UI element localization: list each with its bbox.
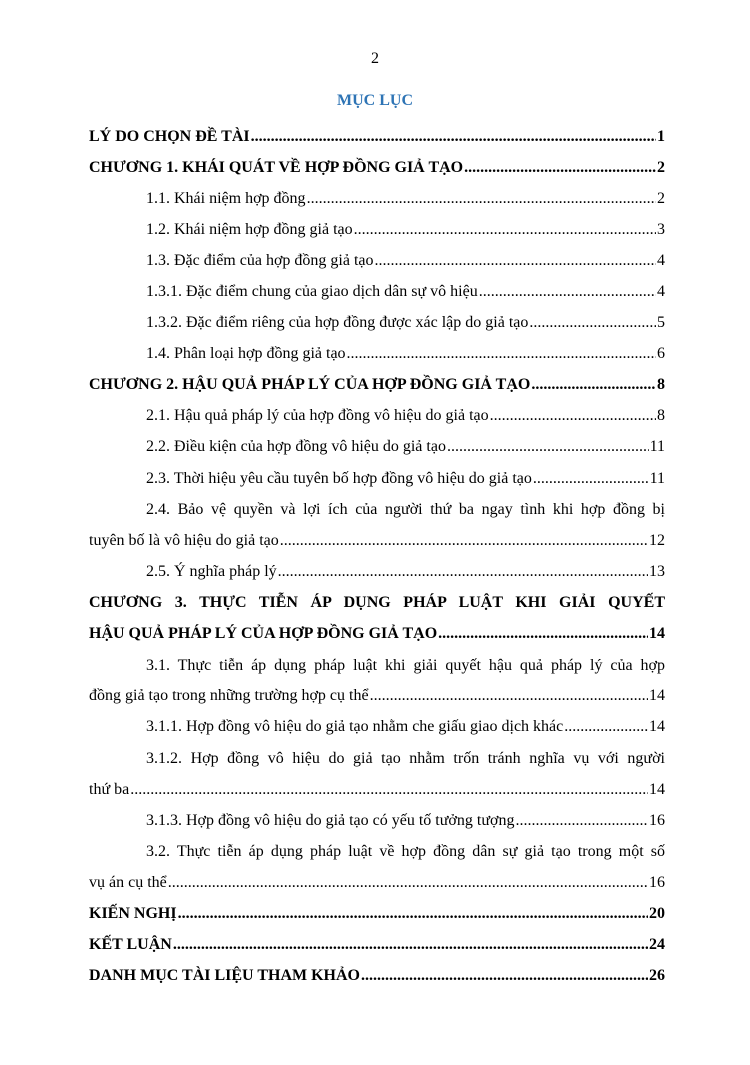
toc-entry-text: 1.4. Phân loại hợp đồng giả tạo xyxy=(146,345,346,363)
toc-entry-page: 20 xyxy=(649,904,665,922)
toc-entry-text: 1.1. Khái niệm hợp đồng xyxy=(146,189,306,207)
toc-entry-page: 6 xyxy=(657,345,665,363)
toc-entry-text: 1.2. Khái niệm hợp đồng giả tạo xyxy=(146,220,353,238)
toc-entry[interactable] xyxy=(89,494,665,556)
toc-entry-page: 12 xyxy=(649,531,665,549)
toc-entry[interactable] xyxy=(89,836,665,898)
toc-entry-page: 14 xyxy=(649,687,665,705)
toc-entry[interactable] xyxy=(89,463,665,494)
toc-entry-page: 2 xyxy=(657,189,665,207)
toc-entry[interactable] xyxy=(89,183,665,214)
toc-entry-page: 11 xyxy=(649,438,665,456)
toc-entry-page: 2 xyxy=(657,158,665,176)
toc-entry[interactable] xyxy=(89,650,665,712)
toc-entry-text-line2: HẬU QUẢ PHÁP LÝ CỦA HỢP ĐỒNG GIẢ TẠO xyxy=(89,625,438,643)
toc-entry-text: 1.3. Đặc điểm của hợp đồng giả tạo xyxy=(146,251,374,269)
toc-entry-text-line2: vụ án cụ thể xyxy=(89,873,167,891)
toc-entry-text: 3.1.1. Hợp đồng vô hiệu do giả tạo nhằm che giấu giao dịch khác xyxy=(146,718,564,736)
toc-entry-page: 14 xyxy=(649,780,665,798)
toc-entry-text: LÝ DO CHỌN ĐỀ TÀI xyxy=(89,127,250,145)
toc-entry-page: 4 xyxy=(657,283,665,301)
toc-entry[interactable] xyxy=(89,712,665,743)
toc-entry[interactable] xyxy=(89,370,665,401)
toc-entry-text: 1.3.2. Đặc điểm riêng của hợp đồng được xác lập do giả tạo xyxy=(146,314,529,332)
toc-entry[interactable] xyxy=(89,743,665,805)
toc-entry-text: 2.2. Điều kiện của hợp đồng vô hiệu do giả tạo xyxy=(146,438,446,456)
toc-entry[interactable] xyxy=(89,961,665,992)
table-of-contents xyxy=(89,121,665,992)
toc-entry[interactable] xyxy=(89,308,665,339)
toc-entry[interactable] xyxy=(89,214,665,245)
toc-entry[interactable] xyxy=(89,432,665,463)
toc-entry[interactable] xyxy=(89,152,665,183)
toc-entry-text: KẾT LUẬN xyxy=(89,935,172,953)
toc-entry-text: KIẾN NGHỊ xyxy=(89,904,177,922)
toc-entry-text-line1: 3.2. Thực tiễn áp dụng pháp luật về hợp đồng dân sự giả tạo trong một số xyxy=(146,843,665,861)
toc-entry[interactable] xyxy=(89,587,665,649)
toc-entry-page: 8 xyxy=(657,376,665,394)
toc-entry-text-line1: CHƯƠNG 3. THỰC TIỄN ÁP DỤNG PHÁP LUẬT KHI GIẢI QUYẾT xyxy=(89,594,665,612)
toc-entry-page: 8 xyxy=(657,407,665,425)
toc-entry-page: 14 xyxy=(649,625,665,643)
toc-entry-text: 2.3. Thời hiệu yêu cầu tuyên bố hợp đồng vô hiệu do giả tạo xyxy=(146,469,532,487)
toc-title: MỤC LỤC xyxy=(337,92,413,109)
toc-entry-page: 1 xyxy=(657,127,665,145)
toc-entry-text-line2: đồng giả tạo trong những trường hợp cụ thể xyxy=(89,687,369,705)
toc-entry-text: CHƯƠNG 1. KHÁI QUÁT VỀ HỢP ĐỒNG GIẢ TẠO xyxy=(89,158,464,176)
toc-entry-page: 5 xyxy=(657,314,665,332)
toc-entry-text: 2.5. Ý nghĩa pháp lý xyxy=(146,562,277,580)
toc-entry[interactable] xyxy=(89,556,665,587)
toc-entry-text: CHƯƠNG 2. HẬU QUẢ PHÁP LÝ CỦA HỢP ĐỒNG GIẢ TẠO xyxy=(89,376,531,394)
toc-entry-text: 2.1. Hậu quả pháp lý của hợp đồng vô hiệu do giả tạo xyxy=(146,407,489,425)
page-number: 2 xyxy=(371,50,379,67)
toc-entry-text: DANH MỤC TÀI LIỆU THAM KHẢO xyxy=(89,967,360,985)
toc-entry[interactable] xyxy=(89,245,665,276)
toc-entry-page: 13 xyxy=(649,562,665,580)
toc-entry-page: 16 xyxy=(649,811,665,829)
toc-entry[interactable] xyxy=(89,805,665,836)
toc-entry-page: 4 xyxy=(657,251,665,269)
toc-entry-text-line1: 3.1.2. Hợp đồng vô hiệu do giả tạo nhằm trốn tránh nghĩa vụ với người xyxy=(146,749,665,767)
toc-entry-page: 14 xyxy=(649,718,665,736)
toc-entry[interactable] xyxy=(89,276,665,307)
toc-entry-page: 26 xyxy=(649,967,665,985)
toc-entry-text-line2: tuyên bố là vô hiệu do giả tạo xyxy=(89,531,279,549)
toc-entry-text-line1: 2.4. Bảo vệ quyền và lợi ích của người thứ ba ngay tình khi hợp đồng bị xyxy=(146,501,665,519)
toc-entry-text-line2: thứ ba xyxy=(89,780,130,798)
toc-entry-page: 24 xyxy=(649,935,665,953)
toc-entry-text: 1.3.1. Đặc điểm chung của giao dịch dân sự vô hiệu xyxy=(146,283,478,301)
toc-entry-page: 11 xyxy=(649,469,665,487)
toc-entry[interactable] xyxy=(89,898,665,929)
toc-entry[interactable] xyxy=(89,339,665,370)
toc-entry-text-line1: 3.1. Thực tiễn áp dụng pháp luật khi giải quyết hậu quả pháp lý của hợp xyxy=(146,656,665,674)
toc-entry[interactable] xyxy=(89,929,665,960)
toc-entry-page: 3 xyxy=(657,220,665,238)
toc-entry-page: 16 xyxy=(649,873,665,891)
toc-entry[interactable] xyxy=(89,121,665,152)
toc-entry[interactable] xyxy=(89,401,665,432)
toc-entry-text: 3.1.3. Hợp đồng vô hiệu do giả tạo có yếu tố tưởng tượng xyxy=(146,811,515,829)
